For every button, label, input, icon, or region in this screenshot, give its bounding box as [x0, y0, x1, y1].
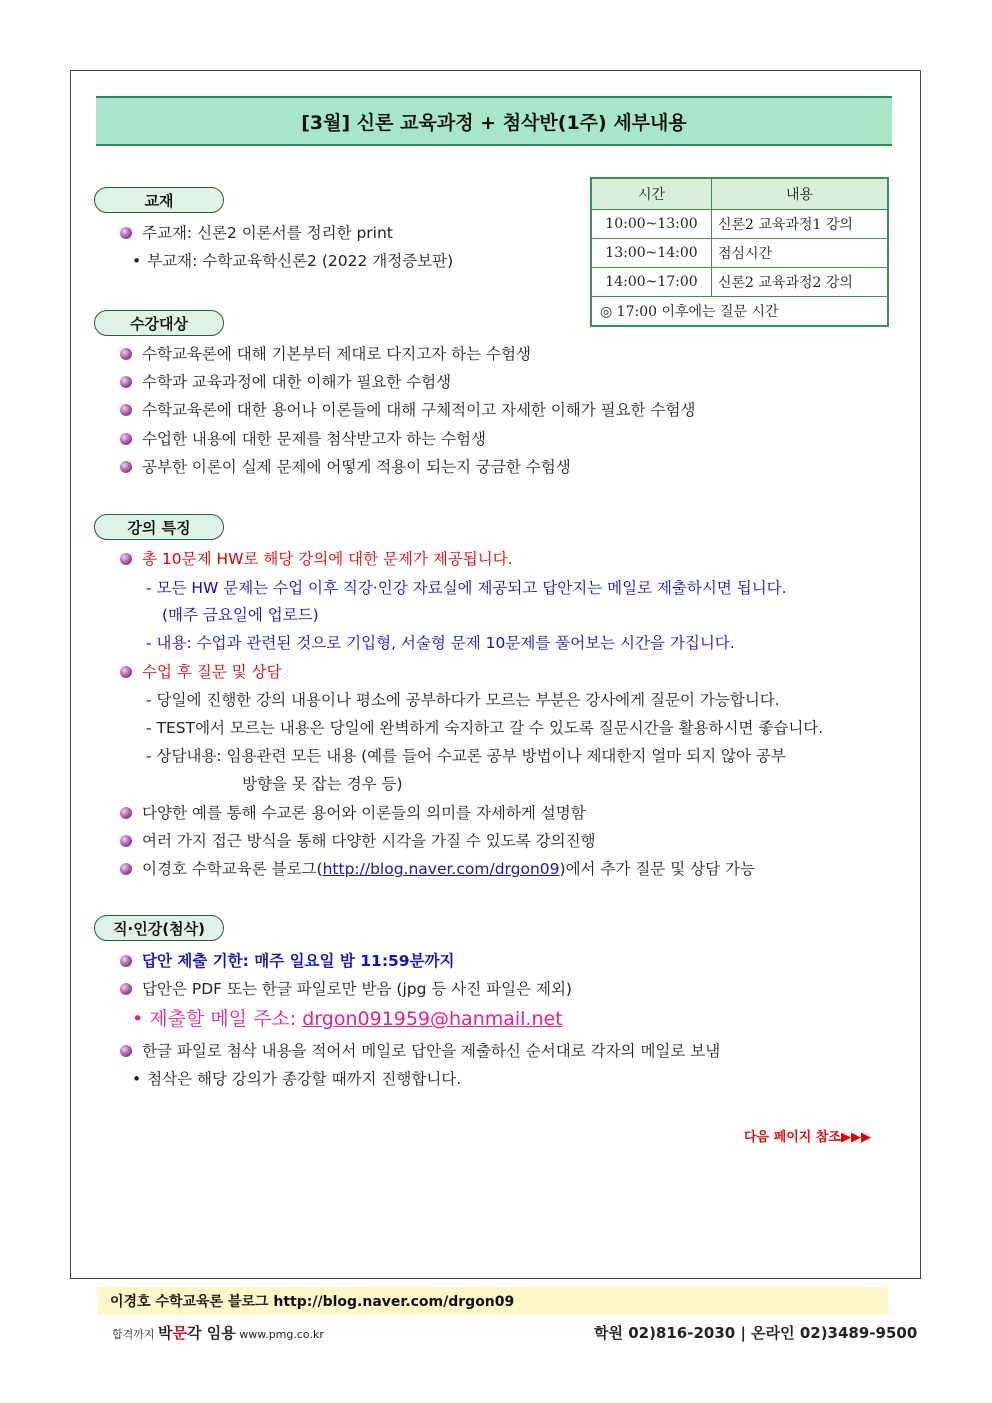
- schedule-table: [590, 177, 889, 327]
- mail-label: 제출할 메일 주소:: [149, 1008, 303, 1030]
- list-item-text: 수학과 교육과정에 대한 이해가 필요한 수험생: [142, 373, 452, 391]
- textbook-sub-text: 부교재: 수학교육학신론2 (2022 개정증보판): [147, 252, 454, 270]
- section-tag-textbook: 교재: [94, 187, 224, 213]
- hw-title-text: 총 10문제 HW로 해당 강의에 대한 문제가 제공됩니다.: [142, 550, 513, 568]
- period-line: [120, 1068, 461, 1090]
- format-line: [120, 978, 572, 1000]
- list-item-text: 공부한 이론이 실제 문제에 어떻게 적용이 되는지 궁금한 수험생: [142, 458, 571, 476]
- blog-link[interactable]: http://blog.naver.com/drgon09: [322, 860, 560, 878]
- qa-line-1: - 당일에 진행한 강의 내용이나 평소에 공부하다가 모르는 부분은 강사에게 질문이 가능합니다.: [146, 691, 780, 709]
- schedule-note-row: [591, 297, 888, 327]
- hw-line-2: (매주 금요일에 업로드): [162, 606, 319, 624]
- footer-brand: [112, 1322, 324, 1343]
- schedule-row: [591, 210, 888, 239]
- list-item: [120, 371, 451, 393]
- schedule-header-content: 내용: [712, 178, 889, 210]
- section-tag-features: 강의 특징: [94, 514, 224, 540]
- list-item-text: 수학교육론에 대한 용어나 이론들에 대해 구체적이고 자세한 이해가 필요한 수험생: [142, 401, 696, 419]
- deadline-text: 답안 제출 기한: 매주 일요일 밤 11:59분까지: [142, 952, 455, 970]
- textbook-main-text: 주교재: 신론2 이론서를 정리한 print: [142, 224, 393, 242]
- dot-icon: •: [132, 252, 142, 270]
- schedule-row: [591, 268, 888, 297]
- qa-line-2: - TEST에서 모르는 내용은 당일에 완벽하게 숙지하고 갈 수 있도록 질문시간을 활용하시면 좋습니다.: [146, 719, 824, 737]
- blog-post-text: )에서 추가 질문 및 상담 가능: [559, 860, 755, 878]
- schedule-note: ◎ 17:00 이후에는 질문 시간: [591, 297, 888, 327]
- deadline-line: [120, 950, 455, 972]
- bullet-icon: [120, 983, 132, 995]
- list-item: [120, 399, 695, 421]
- brand-part: 임용: [201, 1324, 236, 1342]
- footer-blog: 이경호 수학교육론 블로그 http://blog.naver.com/drgon09: [98, 1287, 888, 1315]
- bullet-icon: [120, 835, 132, 847]
- schedule-row: [591, 239, 888, 268]
- blog-line: [120, 858, 755, 880]
- list-item: [120, 456, 571, 478]
- dot-icon: •: [132, 1008, 144, 1030]
- list-item: [120, 343, 531, 365]
- bullet-icon: [120, 433, 132, 445]
- bullet-icon: [120, 553, 132, 565]
- schedule-header-time: 시간: [591, 178, 712, 210]
- bullet-icon: [120, 863, 132, 875]
- list-item-text: 수학교육론에 대해 기본부터 제대로 다지고자 하는 수험생: [142, 345, 531, 363]
- qa-title-text: 수업 후 질문 및 상담: [142, 663, 282, 681]
- textbook-sub: [120, 250, 453, 272]
- list-item: [120, 428, 486, 450]
- method-line: [120, 1040, 720, 1062]
- list-item-text: 수업한 내용에 대한 문제를 첨삭받고자 하는 수험생: [142, 430, 486, 448]
- bullet-icon: [120, 348, 132, 360]
- dot-icon: •: [132, 1070, 142, 1088]
- section-tag-target: 수강대상: [94, 310, 224, 336]
- hw-title: [120, 548, 513, 570]
- hw-line-1: - 모든 HW 문제는 수업 이후 직강·인강 자료실에 제공되고 답안지는 메일로 제출하시면 됩니다.: [146, 579, 787, 597]
- qa-line-3: - 상담내용: 임용관련 모든 내용 (예를 들어 수교론 공부 방법이나 제대한지 얼마 되지 않아 공부: [146, 747, 786, 765]
- brand-logo: [158, 1324, 236, 1342]
- brand-part: 박: [158, 1324, 173, 1342]
- footer-site: www.pmg.co.kr: [239, 1328, 324, 1341]
- bullet-icon: [120, 461, 132, 473]
- schedule-header-row: [591, 178, 888, 210]
- schedule-content: 신론2 교육과정2 강의: [712, 268, 889, 297]
- bullet-icon: [120, 955, 132, 967]
- schedule-time: 10:00~13:00: [591, 210, 712, 239]
- qa-title: [120, 661, 282, 683]
- schedule-time: 14:00~17:00: [591, 268, 712, 297]
- footer-slogan: 합격까지: [112, 1328, 155, 1341]
- section-tag-correction: 직·인강(첨삭): [94, 915, 224, 941]
- schedule-content: 점심시간: [712, 239, 889, 268]
- qa-line-4: 방향을 못 잡는 경우 등): [242, 775, 403, 793]
- page-title: [3월] 신론 교육과정 + 첨삭반(1주) 세부내용: [96, 96, 892, 146]
- bullet-icon: [120, 404, 132, 416]
- bullet-icon: [120, 376, 132, 388]
- brand-part: 각: [187, 1324, 202, 1342]
- list-item: [120, 802, 586, 824]
- bullet-icon: [120, 807, 132, 819]
- bullet-icon: [120, 227, 132, 239]
- mail-address-link[interactable]: drgon091959@hanmail.net: [302, 1008, 563, 1030]
- list-item-text: 다양한 예를 통해 수교론 용어와 이론들의 의미를 자세하게 설명함: [142, 804, 586, 822]
- list-item-text: 여러 가지 접근 방식을 통해 다양한 시각을 가질 수 있도록 강의진행: [142, 832, 596, 850]
- mail-line: [118, 1006, 563, 1032]
- next-page-link[interactable]: 다음 페이지 참조▶▶▶: [744, 1130, 871, 1145]
- bullet-icon: [120, 1045, 132, 1057]
- brand-part: 문: [172, 1324, 188, 1342]
- bullet-icon: [120, 666, 132, 678]
- period-text: 첨삭은 해당 강의가 종강할 때까지 진행합니다.: [147, 1070, 462, 1088]
- schedule-time: 13:00~14:00: [591, 239, 712, 268]
- method-text: 한글 파일로 첨삭 내용을 적어서 메일로 답안을 제출하신 순서대로 각자의 메일로 보냄: [142, 1042, 721, 1060]
- format-text: 답안은 PDF 또는 한글 파일로만 받음 (jpg 등 사진 파일은 제외): [142, 980, 572, 998]
- footer-contact: 학원 02)816-2030 | 온라인 02)3489-9500: [594, 1324, 918, 1342]
- textbook-main: [120, 222, 393, 244]
- hw-line-3: - 내용: 수업과 관련된 것으로 기입형, 서술형 문제 10문제를 풀어보는 시간을 가집니다.: [146, 634, 735, 652]
- blog-pre-text: 이경호 수학교육론 블로그(: [142, 860, 323, 878]
- schedule-content: 신론2 교육과정1 강의: [712, 210, 889, 239]
- list-item: [120, 830, 596, 852]
